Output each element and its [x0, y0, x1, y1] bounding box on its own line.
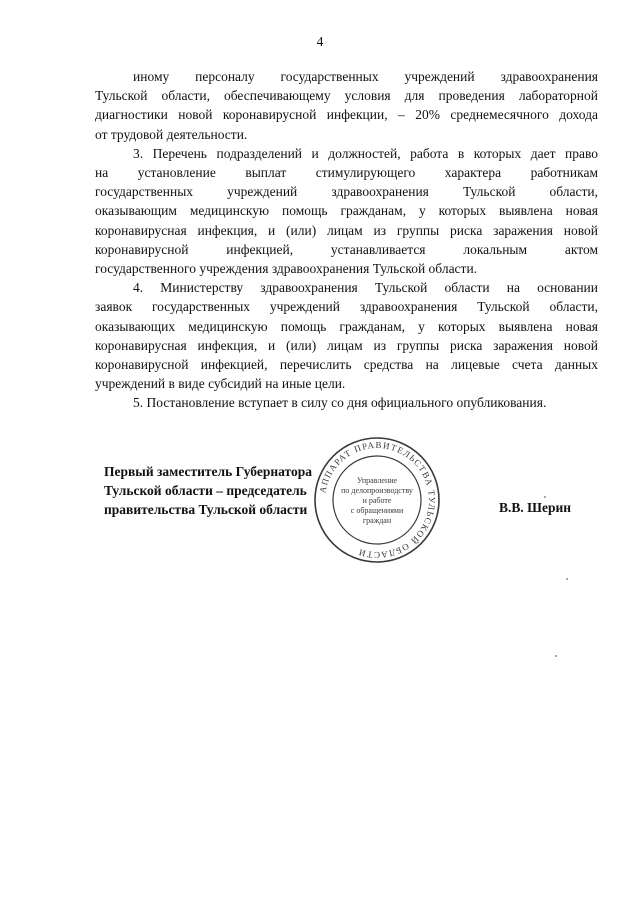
- document-body: [95, 67, 598, 413]
- text-line: заявок государственных учреждений здравоохранения Тульской области,: [95, 299, 598, 315]
- text-line: государственного учреждения здравоохранения Тульской области.: [95, 261, 478, 277]
- text-line: учреждений в виде субсидий на иные цели.: [95, 376, 346, 392]
- text-line: коронавирусная инфекция, и (или) лицам из группы риска заражения новой: [95, 337, 598, 353]
- stamp-inner-line: с обращениями: [350, 506, 404, 515]
- text-line: коронавирусная инфекция, и (или) лицам из группы риска заражения новой: [95, 222, 598, 238]
- scan-speck: [566, 578, 568, 580]
- scan-speck: [555, 655, 557, 657]
- stamp-inner-line: Управление: [356, 476, 398, 485]
- paragraph-3: [95, 144, 598, 278]
- stamp-inner-line: граждан: [362, 516, 392, 525]
- signatory-title: [104, 462, 312, 519]
- text-line: диагностики новой коронавирусной инфекции, – 20% среднемесячного дохода: [95, 107, 598, 123]
- paragraph-5: [95, 393, 598, 412]
- text-line: от трудовой деятельности.: [95, 126, 248, 142]
- signer-name: В.В. Шерин: [499, 500, 572, 515]
- stamp-inner-line: по делопроизводству: [341, 486, 413, 495]
- text-line: на установление выплат стимулирующего характера работникам: [95, 165, 598, 181]
- signatory-line: Тульской области – председатель: [104, 483, 307, 498]
- text-line: оказывающих медицинскую помощь гражданам, у которых выявлена новая: [95, 318, 598, 334]
- text-line: оказывающим медицинскую помощь гражданам, у которых выявлена новая: [95, 203, 598, 219]
- text-line: коронавирусной инфекцией, перечислить средства на лицевые счета данных: [95, 357, 598, 373]
- stamp-outer-text: АППАРАТ ПРАВИТЕЛЬСТВА ТУЛЬСКОЙ ОБЛАСТИ: [317, 439, 438, 561]
- official-stamp: [312, 435, 442, 565]
- text-line: 3. Перечень подразделений и должностей, работа в которых дает право: [133, 145, 598, 161]
- signatory-line: правительства Тульской области: [104, 502, 308, 517]
- stamp-inner-line: и работе: [362, 496, 392, 505]
- page-number: 4: [316, 34, 324, 49]
- text-line: государственных учреждений здравоохранения Тульской области,: [95, 184, 598, 200]
- paragraph-continuation: [95, 67, 598, 144]
- text-line: коронавирусной инфекцией, устанавливается локальным актом: [95, 241, 598, 257]
- text-line: 5. Постановление вступает в силу со дня официального опубликования.: [133, 395, 547, 411]
- text-line: Тульской области, обеспечивающему условия для проведения лабораторной: [95, 88, 598, 104]
- paragraph-4: [95, 278, 598, 393]
- signatory-line: Первый заместитель Губернатора: [104, 464, 312, 479]
- text-line: иному персоналу государственных учреждений здравоохранения: [133, 69, 598, 84]
- scan-speck: [544, 496, 546, 498]
- text-line: 4. Министерству здравоохранения Тульской области на основании: [133, 280, 598, 296]
